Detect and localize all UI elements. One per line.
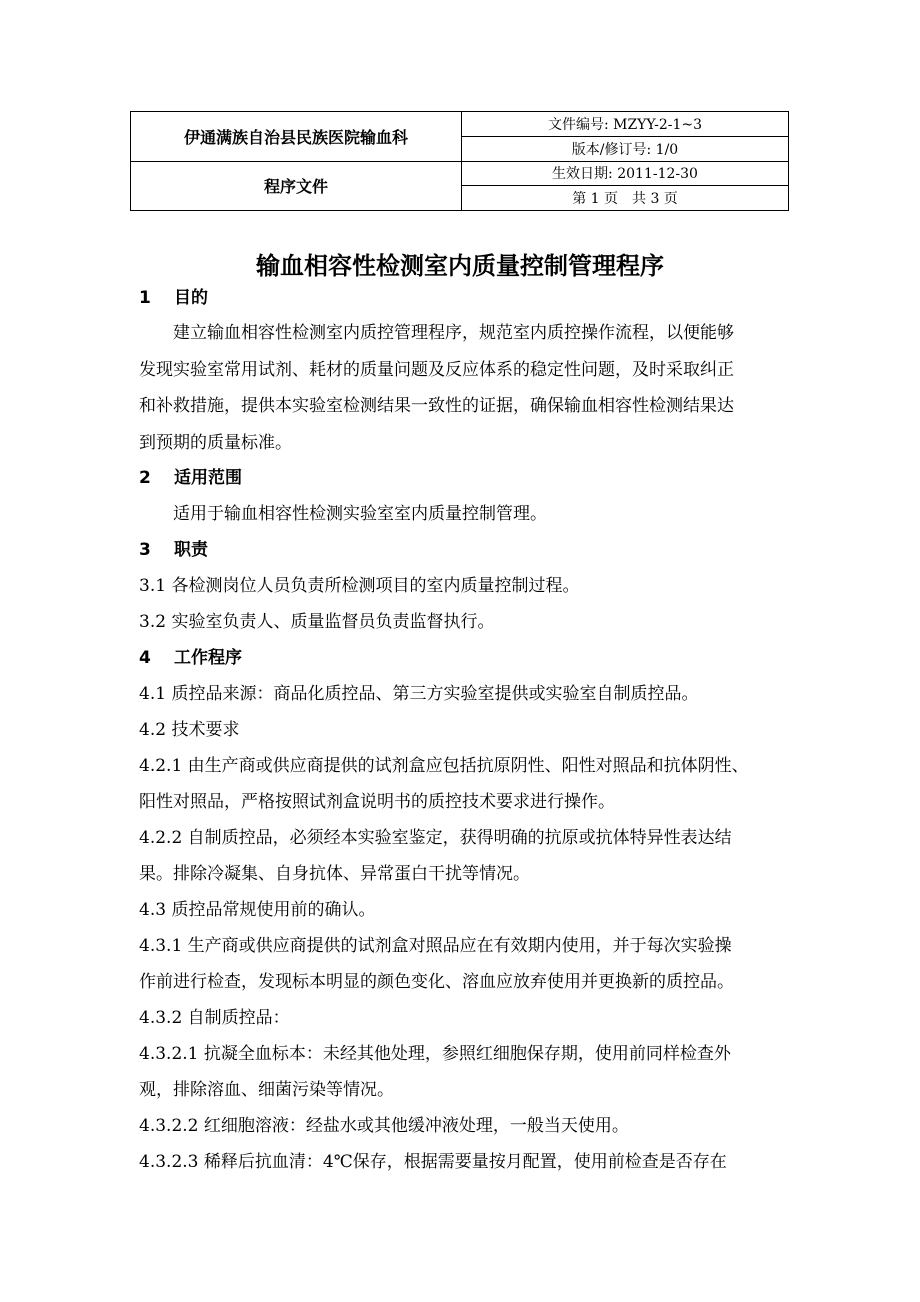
header-doc-type: 程序文件 bbox=[131, 161, 461, 211]
paragraph-line: 和补救措施，提供本实验室检测结果一致性的证据，确保输血相容性检测结果达 bbox=[139, 396, 734, 416]
paragraph-line: 4.3 质控品常规使用前的确认。 bbox=[139, 900, 376, 920]
section-title: 工作程序 bbox=[174, 648, 242, 668]
section-3-heading bbox=[139, 538, 799, 562]
section-1-heading bbox=[139, 286, 799, 310]
paragraph-line: 4.3.2 自制质控品： bbox=[139, 1008, 290, 1028]
paragraph-line: 4.2.2 自制质控品，必须经本实验室鉴定，获得明确的抗原或抗体特异性表达结 bbox=[139, 828, 732, 848]
paragraph-line: 作前进行检查，发现标本明显的颜色变化、溶血应放弃使用并更换新的质控品。 bbox=[139, 972, 734, 992]
section-title: 目的 bbox=[174, 288, 208, 308]
paragraph-line: 4.3.1 生产商或供应商提供的试剂盒对照品应在有效期内使用，并于每次实验操 bbox=[139, 936, 732, 956]
section-2-heading bbox=[139, 466, 799, 490]
section-number: 1 bbox=[139, 288, 151, 308]
paragraph-line: 4.3.2.1 抗凝全血标本：未经其他处理，参照红细胞保存期，使用前同样检查外 bbox=[139, 1044, 731, 1064]
paragraph-line: 到预期的质量标准。 bbox=[139, 433, 292, 453]
paragraph-line: 观，排除溶血、细菌污染等情况。 bbox=[139, 1080, 394, 1100]
header-effective-date: 生效日期: 2011-12-30 bbox=[462, 161, 788, 186]
header-version: 版本/修订号: 1/0 bbox=[462, 136, 788, 161]
paragraph-line: 4.3.2.3 稀释后抗血清：4℃保存，根据需要量按月配置，使用前检查是否存在 bbox=[139, 1152, 727, 1172]
header-org: 伊通满族自治县民族医院输血科 bbox=[183, 127, 408, 147]
paragraph-line: 4.3.2.2 红细胞溶液：经盐水或其他缓冲液处理，一般当天使用。 bbox=[139, 1116, 629, 1136]
paragraph-line: 果。排除冷凝集、自身抗体、异常蛋白干扰等情况。 bbox=[139, 864, 530, 884]
section-number: 2 bbox=[139, 468, 151, 488]
paragraph-line: 建立输血相容性检测室内质控管理程序，规范室内质控操作流程，以便能够 bbox=[173, 323, 734, 343]
paragraph-line: 4.2 技术要求 bbox=[139, 720, 240, 740]
paragraph-line: 4.2.1 由生产商或供应商提供的试剂盒应包括抗原阴性、阳性对照品和抗体阴性、 bbox=[139, 756, 749, 776]
section-number: 3 bbox=[139, 540, 151, 560]
header-doc-number: 文件编号: MZYY-2-1~3 bbox=[547, 116, 703, 133]
paragraph-line: 阳性对照品，严格按照试剂盒说明书的质控技术要求进行操作。 bbox=[139, 792, 615, 812]
paragraph-line: 发现实验室常用试剂、耗材的质量问题及反应体系的稳定性问题，及时采取纠正 bbox=[139, 360, 734, 380]
paragraph-line: 适用于输血相容性检测实验室室内质量控制管理。 bbox=[173, 504, 547, 524]
paragraph-line: 4.1 质控品来源：商品化质控品、第三方实验室提供或实验室自制质控品。 bbox=[139, 684, 699, 704]
header-page-info: 第 1 页 共 3 页 bbox=[462, 185, 788, 210]
section-number: 4 bbox=[139, 648, 151, 668]
header-right-column bbox=[462, 112, 788, 210]
document-header-table bbox=[130, 111, 789, 211]
section-4-heading bbox=[139, 646, 799, 670]
section-title: 职责 bbox=[174, 540, 208, 560]
paragraph-line: 3.1 各检测岗位人员负责所检测项目的室内质量控制过程。 bbox=[139, 576, 580, 596]
section-title: 适用范围 bbox=[174, 468, 242, 488]
header-left-column bbox=[131, 112, 462, 210]
paragraph-line: 3.2 实验室负责人、质量监督员负责监督执行。 bbox=[139, 612, 495, 632]
document-title: 输血相容性检测室内质量控制管理程序 bbox=[256, 252, 664, 280]
